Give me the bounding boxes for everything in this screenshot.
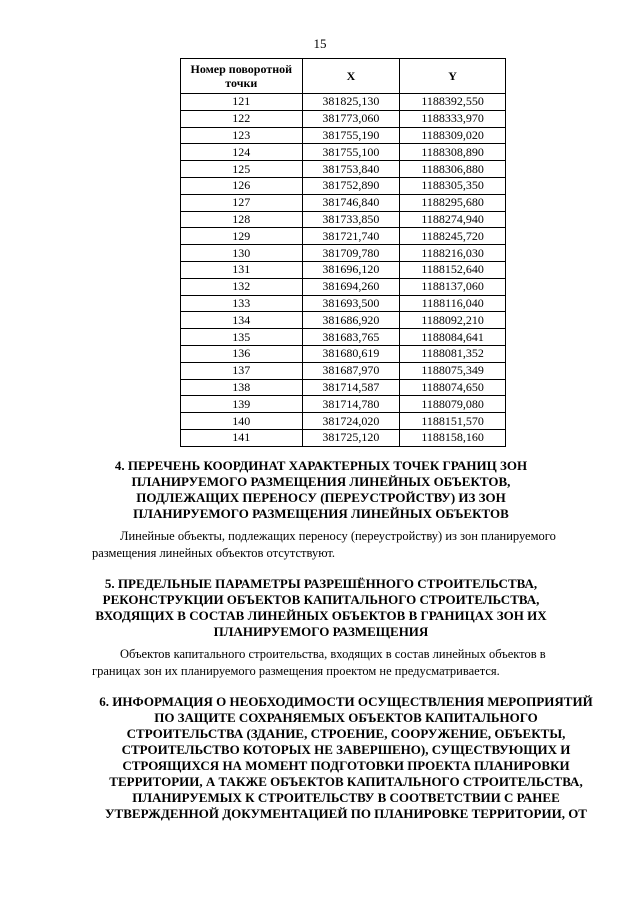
table-row [181,362,506,379]
x-cell: 381687,970 [302,362,400,379]
x-cell: 381683,765 [302,329,400,346]
x-cell: 381693,500 [302,295,400,312]
x-cell: 381724,020 [302,413,400,430]
point-number-cell: 125 [181,161,303,178]
point-number-cell: 141 [181,429,303,446]
column-header-point-number: Номер поворотной точки [181,59,303,94]
y-cell: 1188081,352 [400,345,506,362]
x-cell: 381755,190 [302,127,400,144]
table-row [181,379,506,396]
section-4-heading: 4. ПЕРЕЧЕНЬ КООРДИНАТ ХАРАКТЕРНЫХ ТОЧЕК ГРАНИЦ ЗОН ПЛАНИРУЕМОГО РАЗМЕЩЕНИЯ ЛИНЕЙНЫХ ОБЪЕКТОВ, ПОДЛЕЖАЩИХ ПЕРЕНОСУ (ПЕРЕУСТРОЙСТВУ) ИЗ ЗОН ПЛАНИРУЕМОГО РАЗМЕЩЕНИЯ ЛИНЕЙНЫХ ОБЪЕКТОВ [114,458,528,521]
y-cell: 1188306,880 [400,161,506,178]
table-row [181,312,506,329]
table-row [181,396,506,413]
y-cell: 1188075,349 [400,362,506,379]
column-header-x: X [302,59,400,94]
y-cell: 1188137,060 [400,278,506,295]
table-row [181,177,506,194]
point-number-cell: 128 [181,211,303,228]
coordinates-table [180,58,506,447]
x-cell: 381746,840 [302,194,400,211]
table-row [181,429,506,446]
point-number-cell: 126 [181,177,303,194]
x-cell: 381773,060 [302,110,400,127]
y-cell: 1188116,040 [400,295,506,312]
x-cell: 381709,780 [302,245,400,262]
point-number-cell: 136 [181,345,303,362]
point-number-cell: 134 [181,312,303,329]
y-cell: 1188295,680 [400,194,506,211]
point-number-cell: 135 [181,329,303,346]
x-cell: 381696,120 [302,261,400,278]
point-number-cell: 132 [181,278,303,295]
y-cell: 1188333,970 [400,110,506,127]
table-row [181,261,506,278]
table-row [181,127,506,144]
table-body [181,94,506,447]
x-cell: 381755,100 [302,144,400,161]
y-cell: 1188158,160 [400,429,506,446]
table-header-row [181,59,506,94]
table-row [181,110,506,127]
x-cell: 381680,619 [302,345,400,362]
point-number-cell: 127 [181,194,303,211]
point-number-cell: 122 [181,110,303,127]
point-number-cell: 129 [181,228,303,245]
x-cell: 381753,840 [302,161,400,178]
point-number-cell: 124 [181,144,303,161]
y-cell: 1188274,940 [400,211,506,228]
point-number-cell: 138 [181,379,303,396]
table-row [181,413,506,430]
y-cell: 1188216,030 [400,245,506,262]
y-cell: 1188308,890 [400,144,506,161]
table-row [181,228,506,245]
point-number-cell: 139 [181,396,303,413]
y-cell: 1188309,020 [400,127,506,144]
y-cell: 1188245,720 [400,228,506,245]
x-cell: 381825,130 [302,94,400,111]
point-number-cell: 137 [181,362,303,379]
point-number-cell: 140 [181,413,303,430]
table-row [181,329,506,346]
x-cell: 381733,850 [302,211,400,228]
point-number-cell: 131 [181,261,303,278]
point-number-cell: 121 [181,94,303,111]
x-cell: 381714,780 [302,396,400,413]
point-number-cell: 123 [181,127,303,144]
y-cell: 1188305,350 [400,177,506,194]
section-5-heading: 5. ПРЕДЕЛЬНЫЕ ПАРАМЕТРЫ РАЗРЕШЁННОГО СТРОИТЕЛЬСТВА, РЕКОНСТРУКЦИИ ОБЪЕКТОВ КАПИТАЛЬНОГО СТРОИТЕЛЬСТВА, ВХОДЯЩИХ В СОСТАВ ЛИНЕЙНЫХ ОБЪЕКТОВ В ГРАНИЦАХ ЗОН ИХ ПЛАНИРУЕМОГО РАЗМЕЩЕНИЯ [95,576,547,639]
y-cell: 1188074,650 [400,379,506,396]
y-cell: 1188151,570 [400,413,506,430]
y-cell: 1188079,080 [400,396,506,413]
point-number-cell: 130 [181,245,303,262]
y-cell: 1188092,210 [400,312,506,329]
x-cell: 381725,120 [302,429,400,446]
y-cell: 1188392,550 [400,94,506,111]
table-row [181,295,506,312]
x-cell: 381752,890 [302,177,400,194]
table-row [181,194,506,211]
x-cell: 381714,587 [302,379,400,396]
table-row [181,211,506,228]
table-row [181,245,506,262]
section-6-heading: 6. ИНФОРМАЦИЯ О НЕОБХОДИМОСТИ ОСУЩЕСТВЛЕНИЯ МЕРОПРИЯТИЙ ПО ЗАЩИТЕ СОХРАНЯЕМЫХ ОБЪЕКТОВ КАПИТАЛЬНОГО СТРОИТЕЛЬСТВА (ЗДАНИЕ, СТРОЕНИЕ, СООРУЖЕНИЕ, ОБЪЕКТЫ, СТРОИТЕЛЬСТВО КОТОРЫХ НЕ ЗАВЕРШЕНО), СУЩЕСТВУЮЩИХ И СТРОЯЩИХСЯ НА МОМЕНТ ПОДГОТОВКИ ПРОЕКТА ПЛАНИРОВКИ ТЕРРИТОРИИ, А ТАКЖЕ ОБЪЕКТОВ КАПИТАЛЬНОГО СТРОИТЕЛЬСТВА, ПЛАНИРУЕМЫХ К СТРОИТЕЛЬСТВУ В СООТВЕТСТВИИ С РАНЕЕ УТВЕРЖДЕННОЙ ДОКУМЕНТАЦИЕЙ ПО ПЛАНИРОВКЕ ТЕРРИТОРИИ, ОТ [99,694,593,821]
table-row [181,345,506,362]
column-header-y: Y [400,59,506,94]
section-4-text: Линейные объекты, подлежащих переносу (переустройству) из зон планируемого размещения линейных объектов отсутствуют. [92,529,556,560]
table-row [181,278,506,295]
point-number-cell: 133 [181,295,303,312]
table-row [181,161,506,178]
y-cell: 1188152,640 [400,261,506,278]
y-cell: 1188084,641 [400,329,506,346]
table-row [181,144,506,161]
page-number: 15 [313,36,327,51]
table-row [181,94,506,111]
x-cell: 381694,260 [302,278,400,295]
x-cell: 381721,740 [302,228,400,245]
x-cell: 381686,920 [302,312,400,329]
section-5-text: Объектов капитального строительства, входящих в состав линейных объектов в границах зон их планируемого размещения проектом не предусматривается. [92,647,546,678]
